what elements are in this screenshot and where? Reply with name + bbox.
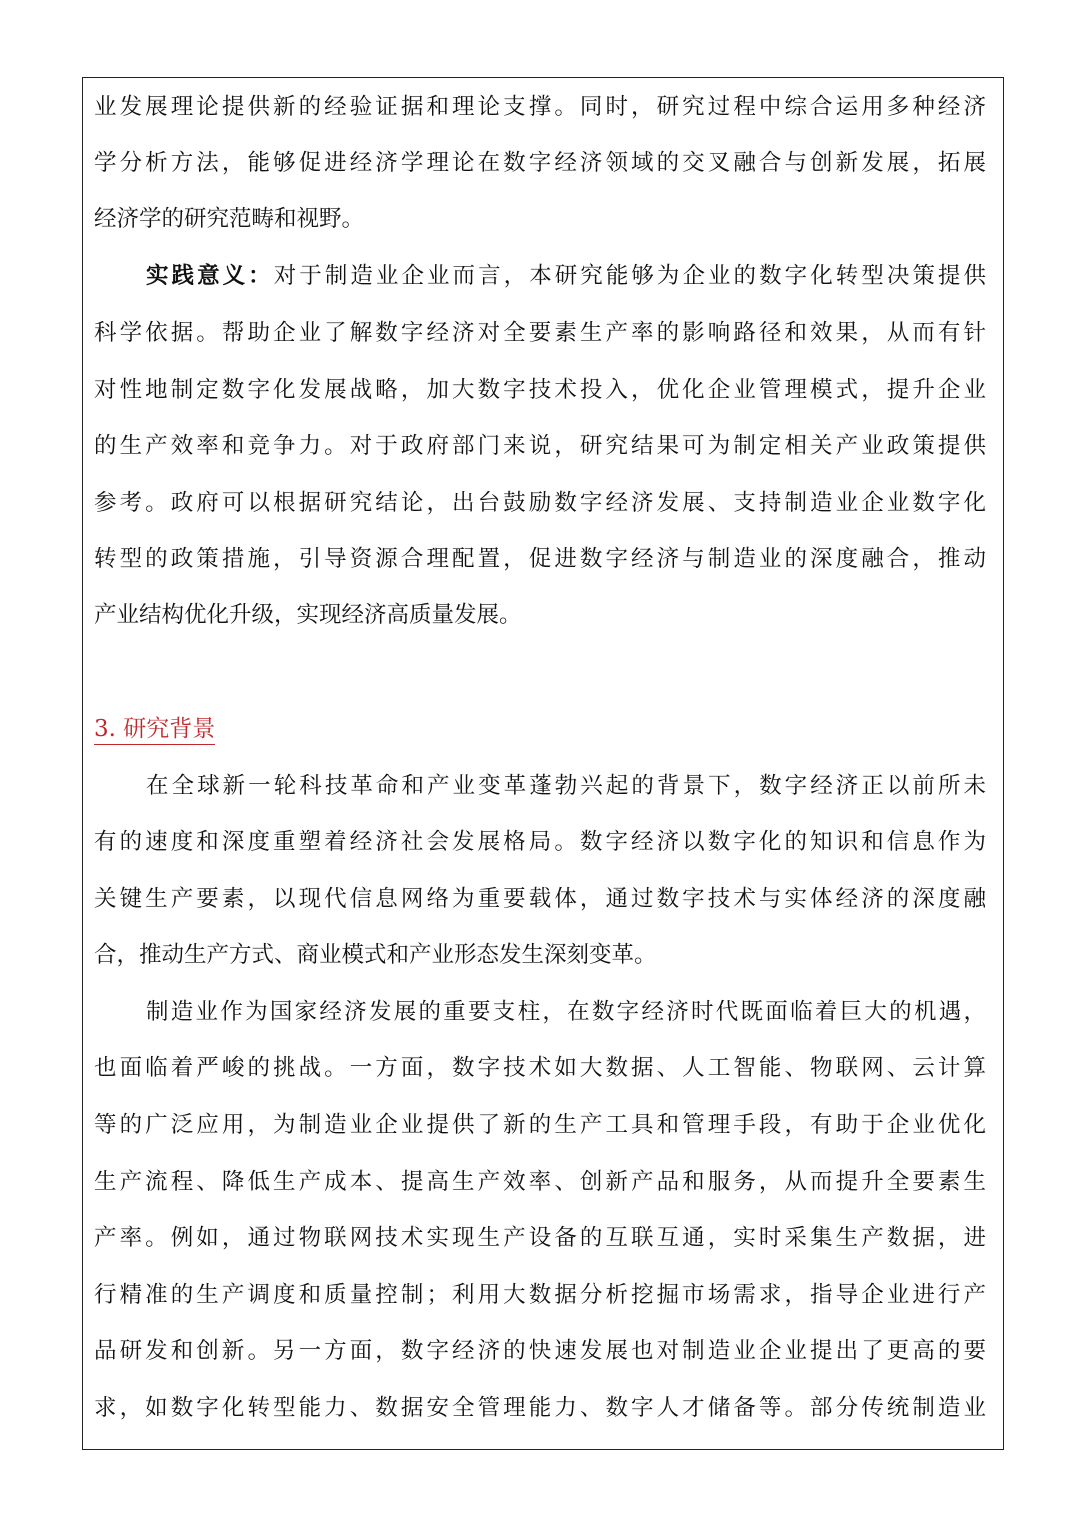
paragraph-line: 产率。例如，通过物联网技术实现生产设备的互联互通，实时采集生产数据，进 [94, 1225, 986, 1251]
paragraph-line: 合，推动生产方式、商业模式和产业形态发生深刻变革。 [94, 942, 657, 968]
paragraph-line: 也面临着严峻的挑战。一方面，数字技术如大数据、人工智能、物联网、云计算 [94, 1055, 986, 1081]
paragraph-line: 有的速度和深度重塑着经济社会发展格局。数字经济以数字化的知识和信息作为 [94, 829, 986, 855]
paragraph-line: 关键生产要素，以现代信息网络为重要载体，通过数字技术与实体经济的深度融 [94, 886, 986, 912]
paragraph-line: 的生产效率和竞争力。对于政府部门来说，研究结果可为制定相关产业政策提供 [94, 433, 986, 459]
paragraph-line: 在全球新一轮科技革命和产业变革蓬勃兴起的背景下，数字经济正以前所未 [146, 773, 986, 799]
paragraph-line: 转型的政策措施，引导资源合理配置，促进数字经济与制造业的深度融合，推动 [94, 546, 986, 572]
practical-significance-label: 实践意义： [146, 263, 274, 289]
paragraph-line: 参考。政府可以根据研究结论，出台鼓励数字经济发展、支持制造业企业数字化 [94, 490, 986, 516]
paragraph-line: 科学依据。帮助企业了解数字经济对全要素生产率的影响路径和效果，从而有针 [94, 320, 986, 346]
section-heading-text: 3. 研究背景 [94, 716, 215, 745]
paragraph-line: 产业结构优化升级，实现经济高质量发展。 [94, 602, 522, 628]
paragraph-line: 对性地制定数字化发展战略，加大数字技术投入，优化企业管理模式，提升企业 [94, 377, 986, 403]
paragraph-text: 对于制造业企业而言，本研究能够为企业的数字化转型决策提供 [273, 263, 986, 289]
paragraph-line: 经济学的研究范畴和视野。 [94, 206, 365, 232]
paragraph-line: 行精准的生产调度和质量控制；利用大数据分析挖掘市场需求，指导企业进行产 [94, 1282, 986, 1308]
paragraph-line: 制造业作为国家经济发展的重要支柱，在数字经济时代既面临着巨大的机遇， [146, 999, 986, 1025]
paragraph-line: 品研发和创新。另一方面，数字经济的快速发展也对制造业企业提出了更高的要 [94, 1338, 986, 1364]
paragraph-line: 生产流程、降低生产成本、提高生产效率、创新产品和服务，从而提升全要素生 [94, 1169, 986, 1195]
paragraph-line: 学分析方法，能够促进经济学理论在数字经济领域的交叉融合与创新发展，拓展 [94, 150, 986, 176]
paragraph-line [146, 252, 986, 300]
paragraph-line: 业发展理论提供新的经验证据和理论支撑。同时，研究过程中综合运用多种经济 [94, 94, 986, 120]
paragraph-line: 求，如数字化转型能力、数据安全管理能力、数字人才储备等。部分传统制造业 [94, 1395, 986, 1421]
paragraph-line: 等的广泛应用，为制造业企业提供了新的生产工具和管理手段，有助于企业优化 [94, 1112, 986, 1138]
section-heading [94, 705, 215, 753]
